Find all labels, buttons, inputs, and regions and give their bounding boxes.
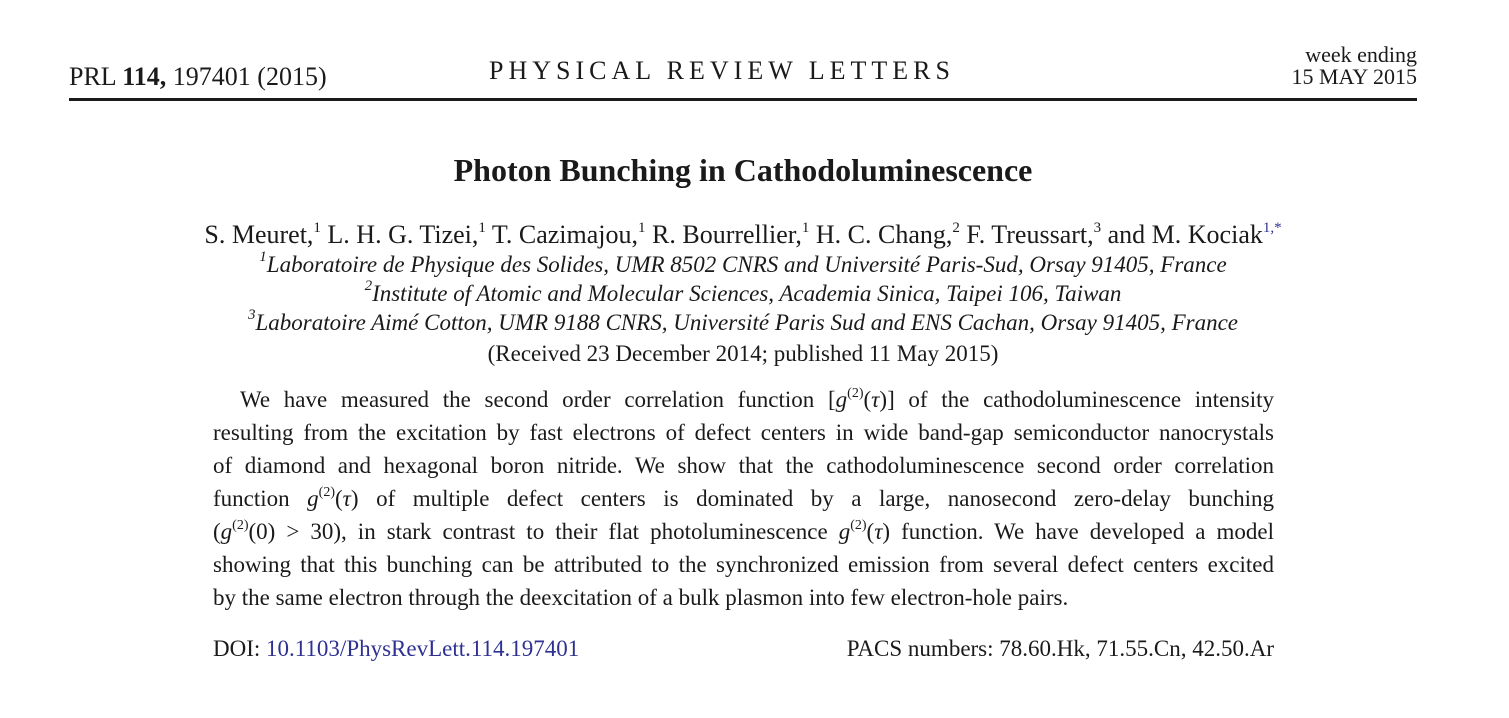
affiliation-1: $^1$Laboratoire de Physique des Solides, UMR 8502 CNRS and Université Paris-Sud, Orsay 91405, France: [259, 249, 1227, 277]
journal-abbrev: PRL: [69, 62, 116, 91]
abstract-line: We have measured the second order correlation function $[g^{(2)}(\tau)]$ of the cathodoluminescence intensity: [240, 386, 1274, 412]
author: S. Meuret,$^1$: [204, 220, 321, 249]
week-ending-date: 15 MAY 2015: [1291, 64, 1417, 89]
footer: [213, 636, 1274, 662]
abstract-line: showing that this bunching can be attributed to the synchronized emission from several defect centers excited: [213, 552, 1274, 577]
author: and M. Kociak$^{1,*}$: [1101, 220, 1282, 249]
affiliation-3: $^3$Laboratoire Aimé Cotton, UMR 9188 CNRS, Université Paris Sud and ENS Cachan, Orsay 91405, France: [247, 307, 1239, 335]
issue-date: [1291, 44, 1417, 88]
citation: [69, 62, 327, 92]
affiliation-ref: 1: [478, 220, 486, 236]
affiliation-ref: 3: [1093, 220, 1102, 236]
abstract: [213, 383, 1274, 614]
affiliation-2: $^2$Institute of Atomic and Molecular Sciences, Academia Sinica, Taipei 106, Taiwan: [364, 278, 1122, 306]
doi-label: DOI:: [213, 636, 267, 661]
author-list: [0, 220, 1486, 250]
corresponding-author-link[interactable]: 1,*: [1262, 220, 1282, 236]
affiliation-ref: 1: [801, 220, 810, 236]
abstract-line: function $g^{(2)}(\tau)$ of multiple defect centers is dominated by a large, nanosecond zero-delay bunching: [213, 485, 1274, 511]
doi-link[interactable]: 10.1103/PhysRevLett.114.197401: [266, 636, 580, 661]
abstract-line: $(g^{(2)}(0) > 30)$, in stark contrast to their flat photoluminescence $g^{(2)}(\tau)$ function. We have developed a model: [213, 518, 1274, 544]
paper-title: Photon Bunching in Cathodoluminescence: [453, 152, 1033, 188]
article-number: 197401 (2015): [172, 62, 327, 91]
author: H. C. Chang,$^2$: [809, 220, 960, 249]
journal-header: [69, 38, 1417, 101]
abstract-line: resulting from the excitation by fast electrons of defect centers in wide band-gap semiconductor nanocrystals: [213, 420, 1274, 445]
abstract-line: of diamond and hexagonal boron nitride. We show that the cathodoluminescence second order correlation: [213, 453, 1274, 478]
pacs-numbers: PACS numbers: 78.60.Hk, 71.55.Cn, 42.50.Ar: [846, 636, 1274, 661]
received-dates: (Received 23 December 2014; published 11 May 2015): [487, 341, 999, 366]
author: R. Bourrellier,$^1$: [645, 220, 810, 249]
author: L. H. G. Tizei,$^1$: [320, 220, 486, 249]
affiliation-ref: 2: [952, 220, 960, 236]
author: T. Cazimajou,$^1$: [485, 220, 646, 249]
affiliation-ref: 1: [638, 220, 646, 236]
author: F. Treussart,$^3$: [959, 220, 1102, 249]
abstract-line: by the same electron through the deexcitation of a bulk plasmon into few electron-hole pairs.: [213, 585, 1069, 610]
journal-name: PHYSICAL REVIEW LETTERS: [489, 56, 955, 85]
volume: 114,: [122, 62, 167, 91]
week-ending-label: week ending: [1305, 42, 1417, 67]
affiliation-ref: 1: [313, 220, 321, 236]
